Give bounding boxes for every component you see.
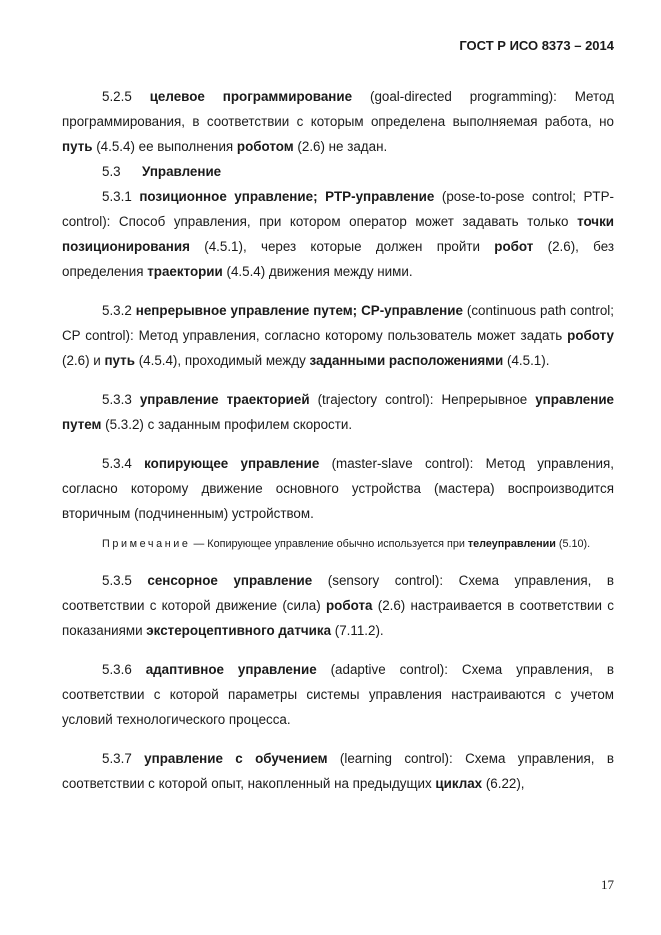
section-number: 5.3 xyxy=(102,164,121,179)
note-label: Примечание xyxy=(102,538,191,550)
clause-number: 5.3.7 xyxy=(102,751,132,766)
paragraph-5-3-4: 5.3.4 копирующее управление (master-slave control): Метод управления, согласно которому движение основного устройства (мастера) воспроизводится вторичным (подчиненным) устройством. xyxy=(62,456,614,521)
term: целевое программирование xyxy=(149,89,353,104)
paragraph-5-2-5: 5.2.5 целевое программирование (goal-directed programming): Метод программирования, в соответствии с которым определена выполняемая работа, но путь (4.5.4) ее выполнения роботом (2.6) не задан. xyxy=(62,89,614,154)
note: Примечание — Копирующее управление обычно используется при телеуправлении (5.10). xyxy=(102,538,591,550)
document-body xyxy=(62,84,614,796)
term: сенсорное управление xyxy=(147,573,313,588)
term: адаптивное управление xyxy=(145,662,317,677)
clause-number: 5.3.2 xyxy=(102,303,132,318)
clause-number: 5.3.5 xyxy=(102,573,132,588)
paragraph-5-3-3: 5.3.3 управление траекторией (trajectory control): Непрерывное управление путем (5.3.2) с заданным профилем скорости. xyxy=(62,392,614,432)
clause-number: 5.3.4 xyxy=(102,456,132,471)
paragraph-5-3-6: 5.3.6 адаптивное управление (adaptive control): Схема управления, в соответствии с которой параметры системы управления настраиваются с учетом условий технологического процесса. xyxy=(62,662,614,727)
term: позиционное управление; PTP-управление xyxy=(139,189,435,204)
section-title: Управление xyxy=(142,164,222,179)
paragraph-5-3-1: 5.3.1 позиционное управление; PTP-управление (pose-to-pose control; PTP-control): Способ управления, при котором оператор может задавать только точки позиционирования (4.5.1), через которые должен пройти робот (2.6), без определения траектории (4.5.4) движения между ними. xyxy=(62,189,614,279)
section-5-3-heading xyxy=(62,159,614,184)
clause-number: 5.3.3 xyxy=(102,392,132,407)
term: копирующее управление xyxy=(144,456,320,471)
page-number: 17 xyxy=(601,877,614,892)
term: управление траекторией xyxy=(139,392,310,407)
term: непрерывное управление путем; CP-управление xyxy=(135,303,463,318)
clause-number: 5.3.1 xyxy=(102,189,132,204)
paragraph-5-3-7: 5.3.7 управление с обучением (learning control): Схема управления, в соответствии с которой опыт, накопленный на предыдущих циклах (6.22), xyxy=(62,751,614,791)
term: управление с обучением xyxy=(144,751,328,766)
clause-number: 5.2.5 xyxy=(102,89,132,104)
paragraph-5-3-5: 5.3.5 сенсорное управление (sensory control): Схема управления, в соответствии с которой движение (сила) робота (2.6) настраивается в соответствии с показаниями экстероцептивного датчика (7.11.2). xyxy=(62,573,614,638)
clause-number: 5.3.6 xyxy=(102,662,132,677)
paragraph-5-3-2: 5.3.2 непрерывное управление путем; CP-управление (continuous path control; CP control): Метод управления, согласно которому пользователь может задать роботу (2.6) и путь (4.5.4), проходимый между заданными расположениями (4.5.1). xyxy=(62,303,614,368)
document-header: ГОСТ Р ИСО 8373 – 2014 xyxy=(459,38,614,53)
